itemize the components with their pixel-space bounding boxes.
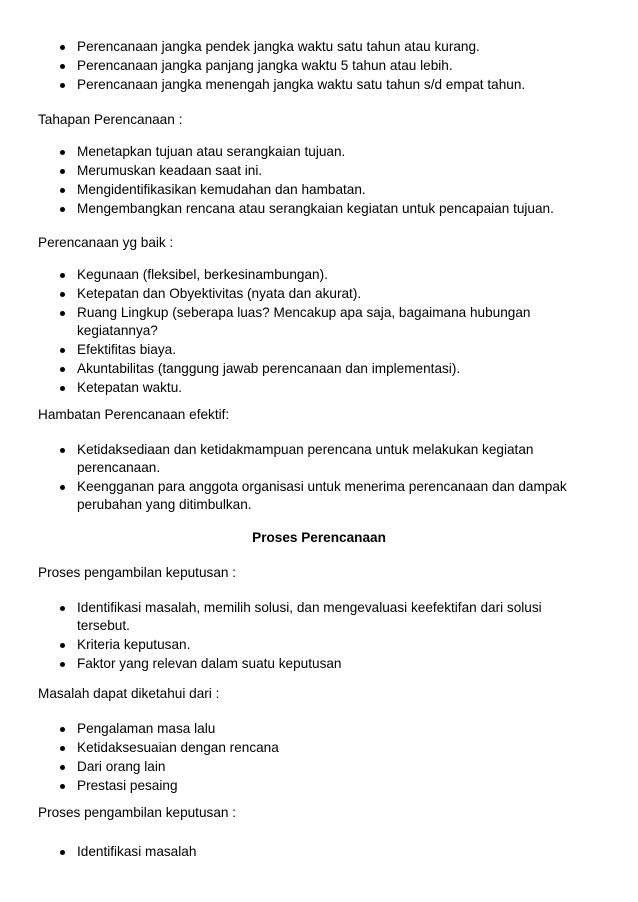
list-item: Perencanaan jangka panjang jangka waktu 5 tahun atau lebih. — [77, 58, 453, 73]
bullet-icon — [60, 850, 65, 855]
list-item: Mengembangkan rencana atau serangkaian kegiatan untuk pencapaian tujuan. — [77, 201, 554, 216]
bullet-icon — [60, 662, 65, 667]
bullet-icon — [60, 348, 65, 353]
list-item: Identifikasi masalah — [77, 844, 197, 859]
list-item: Ketidaksesuaian dengan rencana — [77, 740, 279, 755]
list-item: Pengalaman masa lalu — [77, 721, 216, 736]
list-item: Ketepatan dan Obyektivitas (nyata dan akurat). — [77, 286, 362, 301]
bullet-icon — [60, 485, 65, 490]
list-item: Kegunaan (fleksibel, berkesinambungan). — [77, 267, 328, 282]
list-item-continuation: kegiatannya? — [77, 323, 158, 338]
list-item: Ketidaksediaan dan ketidakmampuan perencana untuk melakukan kegiatan — [77, 442, 534, 457]
list-item: Ketepatan waktu. — [77, 380, 183, 395]
list-item: Efektifitas biaya. — [77, 342, 176, 357]
bullet-icon — [60, 765, 65, 770]
section-heading-pengambilan-2: Proses pengambilan keputusan : — [38, 805, 236, 820]
bullet-icon — [60, 64, 65, 69]
list-item: Merumuskan keadaan saat ini. — [77, 163, 263, 178]
section-title: Proses Perencanaan — [252, 530, 386, 545]
bullet-icon — [60, 606, 65, 611]
bullet-icon — [60, 784, 65, 789]
list-item-continuation: tersebut. — [77, 618, 130, 633]
list-item: Menetapkan tujuan atau serangkaian tujuan. — [77, 144, 346, 159]
list-item: Faktor yang relevan dalam suatu keputusan — [77, 656, 342, 671]
bullet-icon — [60, 311, 65, 316]
section-heading-baik: Perencanaan yg baik : — [38, 235, 174, 250]
list-item: Kriteria keputusan. — [77, 637, 191, 652]
bullet-icon — [60, 448, 65, 453]
bullet-icon — [60, 45, 65, 50]
list-item: Perencanaan jangka menengah jangka waktu satu tahun s/d empat tahun. — [77, 77, 526, 92]
list-item: Dari orang lain — [77, 759, 166, 774]
bullet-icon — [60, 188, 65, 193]
bullet-icon — [60, 83, 65, 88]
bullet-icon — [60, 292, 65, 297]
section-heading-tahapan: Tahapan Perencanaan : — [38, 112, 183, 127]
bullet-icon — [60, 150, 65, 155]
list-item: Akuntabilitas (tanggung jawab perencanaan dan implementasi). — [77, 361, 461, 376]
list-item: Prestasi pesaing — [77, 778, 178, 793]
bullet-icon — [60, 367, 65, 372]
bullet-icon — [60, 207, 65, 212]
section-heading-hambatan: Hambatan Perencanaan efektif: — [38, 407, 230, 422]
list-item-continuation: perubahan yang ditimbulkan. — [77, 497, 252, 512]
bullet-icon — [60, 643, 65, 648]
section-heading-masalah: Masalah dapat diketahui dari : — [38, 686, 220, 701]
list-item: Identifikasi masalah, memilih solusi, dan mengevaluasi keefektifan dari solusi — [77, 600, 542, 615]
list-item: Ruang Lingkup (seberapa luas? Mencakup apa saja, bagaimana hubungan — [77, 305, 531, 320]
list-item: Mengidentifikasikan kemudahan dan hambatan. — [77, 182, 366, 197]
bullet-icon — [60, 273, 65, 278]
section-heading-pengambilan: Proses pengambilan keputusan : — [38, 565, 236, 580]
bullet-icon — [60, 169, 65, 174]
list-item-continuation: perencanaan. — [77, 460, 161, 475]
bullet-icon — [60, 746, 65, 751]
list-item: Perencanaan jangka pendek jangka waktu satu tahun atau kurang. — [77, 39, 480, 54]
list-item: Keengganan para anggota organisasi untuk menerima perencanaan dan dampak — [77, 479, 567, 494]
bullet-icon — [60, 727, 65, 732]
bullet-icon — [60, 386, 65, 391]
